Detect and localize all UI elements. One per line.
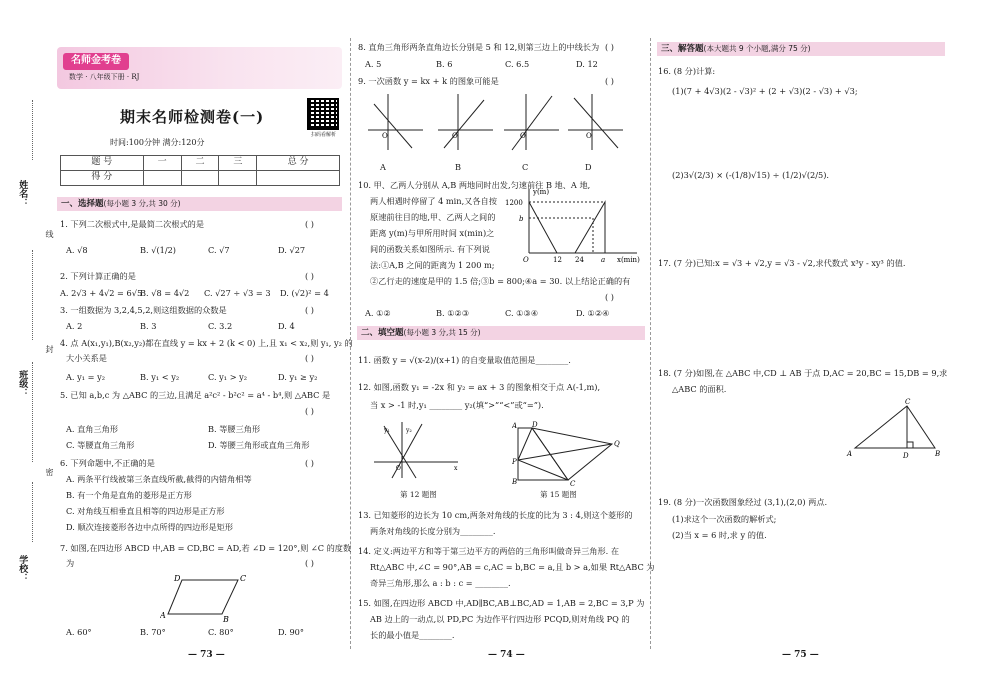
question-5: 5. 已知 a,b,c 为 △ABC 的三边,且满足 a²c² - b²c² = a⁴ - b⁴,则 △ABC 是 [60, 390, 331, 400]
question-15-cont: AB 边上的一动点,以 PD,PC 为边作平行四边形 PCQD,则对角线 PQ 的 [370, 614, 630, 624]
school-label: 学校： [17, 555, 28, 582]
option: A. √8 [66, 245, 88, 255]
question-14: 14. 定义:两边平方和等于第三边平方的两倍的三角形叫做奇异三角形. 在 [358, 546, 620, 556]
binding-strip [8, 100, 53, 620]
secret-mark: 密 [45, 468, 54, 476]
vertex-label: C [240, 574, 247, 583]
q10-distance-graph [505, 185, 645, 265]
score-header: 一 [143, 156, 181, 171]
question-16-part2: (2)3√(2/3) × (-(1/8)√15) ÷ (1/2)√(2/5). [672, 170, 830, 180]
question-10-cont: 法:①A,B 之间的距离为 1 200 m; [370, 260, 495, 270]
option: D. (√2)² = 4 [280, 288, 329, 298]
svg-text:O: O [396, 465, 401, 472]
option: C. 等腰直角三角形 [66, 440, 135, 450]
seal-mark: 封 [45, 345, 54, 353]
vertex-label: A [160, 611, 166, 620]
binding-line [32, 100, 33, 160]
svg-text:A: A [512, 422, 518, 430]
answer-paren[interactable]: ( ) [305, 271, 314, 281]
option: A. y₁ = y₂ [66, 372, 105, 382]
question-19-part1: (1)求这个一次函数的解析式; [672, 514, 777, 524]
svg-text:y(m): y(m) [533, 188, 550, 196]
option: B. √(1/2) [140, 245, 177, 255]
option: C. 6.5 [505, 59, 530, 69]
score-header: 总 分 [257, 156, 340, 171]
score-cell[interactable] [257, 171, 340, 186]
score-cell[interactable] [181, 171, 219, 186]
svg-text:A: A [847, 450, 853, 458]
answer-paren[interactable]: ( ) [305, 406, 314, 416]
option: A. 2 [66, 321, 83, 331]
option: B. ①②③ [436, 308, 470, 318]
svg-text:12: 12 [553, 256, 562, 264]
question-3: 3. 一组数据为 3,2,4,5,2,则这组数据的众数是 [60, 305, 227, 315]
vertex-label: B [223, 615, 229, 622]
svg-text:24: 24 [575, 256, 584, 264]
question-6: 6. 下列命题中,不正确的是 [60, 458, 155, 468]
question-13-cont: 两条对角线的长度分别为________. [370, 526, 496, 536]
binding-line [32, 362, 33, 462]
question-7: 7. 如图,在四边形 ABCD 中,AB = CD,BC = AD,若 ∠D = 120°,则 ∠C 的度数 [60, 543, 352, 553]
svg-text:x: x [454, 465, 458, 472]
question-13: 13. 已知菱形的边长为 10 cm,两条对角线的长度的比为 3 : 4,则这个菱形的 [358, 510, 633, 520]
svg-text:a: a [601, 256, 606, 264]
svg-text:D: D [532, 421, 538, 429]
svg-text:y₂: y₂ [406, 427, 412, 434]
question-12-cont: 当 x > -1 时,y₁ ________ y₂(填“>”“<”或“=”). [370, 400, 544, 410]
question-9: 9. 一次函数 y = kx + k 的图象可能是 [358, 76, 499, 86]
question-8: 8. 直角三角形两条直角边长分别是 5 和 12,则第三边上的中线长为 [358, 42, 600, 52]
section-heading-choice: 一、选择题(每小题 3 分,共 30 分) [57, 197, 342, 211]
option: A. ①② [365, 308, 391, 318]
section-heading-answer: 三、解答题(本大题共 9 个小题,满分 75 分) [657, 42, 945, 56]
question-4: 4. 点 A(x₁,y₁),B(x₂,y₂)都在直线 y = kx + 2 (k < 0) 上,且 x₁ < x₂,则 y₁, y₂ 的 [60, 338, 353, 348]
question-2: 2. 下列计算正确的是 [60, 271, 136, 281]
graph-label: D [585, 162, 592, 172]
svg-text:O: O [586, 132, 592, 140]
svg-text:b: b [519, 215, 524, 223]
answer-paren[interactable]: ( ) [305, 305, 314, 315]
score-label: 得 分 [61, 171, 144, 186]
binding-line [32, 482, 33, 542]
answer-paren[interactable]: ( ) [605, 42, 614, 52]
answer-paren[interactable]: ( ) [305, 353, 314, 363]
subject-label: 数学 · 八年级下册 · RJ [69, 73, 140, 81]
column-divider [650, 38, 651, 649]
triangle-figure [845, 396, 950, 460]
option: D. 12 [576, 59, 598, 69]
name-label: 姓名： [17, 180, 28, 207]
option: A. 2√3 + 4√2 = 6√5 [60, 288, 143, 298]
header-banner [57, 47, 342, 89]
graph-label: B [455, 162, 462, 172]
score-cell[interactable] [219, 171, 257, 186]
question-10-cont: 间的函数关系如图所示. 有下列说 [370, 244, 490, 254]
option: D. ①②④ [576, 308, 610, 318]
figure-caption: 第 15 题图 [540, 490, 577, 499]
question-7-cont: 为 [66, 558, 75, 568]
svg-text:y₁: y₁ [384, 427, 390, 434]
option: C. 3.2 [208, 321, 233, 331]
svg-text:O: O [452, 132, 458, 140]
option: B. 70° [140, 627, 166, 637]
q15-figure [512, 420, 622, 486]
score-header: 二 [181, 156, 219, 171]
option: C. √7 [208, 245, 230, 255]
answer-paren[interactable]: ( ) [305, 219, 314, 229]
option: C. 对角线互相垂直且相等的四边形是正方形 [66, 506, 225, 516]
option: D. 4 [278, 321, 295, 331]
option: A. 两条平行线被第三条直线所截,截得的内错角相等 [66, 474, 252, 484]
binding-line [32, 250, 33, 340]
option: A. 5 [365, 59, 382, 69]
svg-text:O: O [520, 132, 526, 140]
answer-paren[interactable]: ( ) [305, 458, 314, 468]
svg-text:x(min): x(min) [617, 256, 640, 264]
option: B. 等腰三角形 [208, 424, 261, 434]
option: D. 顺次连接菱形各边中点所得的四边形是矩形 [66, 522, 234, 532]
option: A. 60° [66, 627, 92, 637]
svg-text:B: B [512, 478, 518, 486]
score-cell[interactable] [143, 171, 181, 186]
answer-paren[interactable]: ( ) [305, 558, 314, 568]
class-label: 班级： [17, 370, 28, 397]
question-10-cont: ②乙行走的速度是甲的 1.5 倍;③b = 800;④a = 30. 以上结论正确的有 [370, 276, 631, 286]
question-16-part1: (1)(7 + 4√3)(2 - √3)² + (2 + √3)(2 - √3) + √3; [672, 86, 858, 96]
page-number: — 75 — [782, 650, 819, 660]
svg-text:P: P [512, 458, 517, 466]
vertex-label: D [174, 574, 181, 583]
question-19: 19. (8 分)一次函数图象经过 (3,1),(2,0) 两点. [658, 497, 828, 507]
option: D. 90° [278, 627, 304, 637]
question-15: 15. 如图,在四边形 ABCD 中,AD∥BC,AB⊥BC,AD = 1,AB = 2,BC = 3,P 为 [358, 598, 645, 608]
qr-code [307, 98, 339, 130]
option: B. √8 = 4√2 [140, 288, 190, 298]
score-table [60, 155, 340, 186]
answer-paren[interactable]: ( ) [605, 292, 614, 302]
page-number: — 74 — [488, 650, 525, 660]
time-score-info: 时间:100分钟 满分:120分 [110, 138, 205, 147]
seal-line-mark: 线 [45, 230, 54, 238]
svg-text:Q: Q [614, 440, 620, 448]
score-header: 题 号 [61, 156, 144, 171]
question-19-part2: (2)当 x = 6 时,求 y 的值. [672, 530, 767, 540]
option: C. y₁ > y₂ [208, 372, 248, 382]
section-heading-fill: 二、填空题(每小题 3 分,共 15 分) [357, 326, 645, 340]
option: B. 有一个角是直角的菱形是正方形 [66, 490, 192, 500]
brand-tag: 名师金考卷 [63, 53, 129, 70]
svg-text:D: D [903, 452, 909, 460]
svg-text:O: O [523, 256, 529, 264]
option: B. y₁ < y₂ [140, 372, 180, 382]
figure-caption: 第 12 题图 [400, 490, 437, 499]
question-14-cont: 奇异三角形,那么 a : b : c = ________. [370, 578, 511, 588]
option: D. 等腰三角形或直角三角形 [208, 440, 310, 450]
page-number: — 73 — [188, 650, 225, 660]
option: D. y₁ ≥ y₂ [278, 372, 318, 382]
svg-text:O: O [382, 132, 388, 140]
question-12: 12. 如图,函数 y₁ = -2x 和 y₂ = ax + 3 的图象相交于点 A(-1,m), [358, 382, 601, 392]
option: A. 直角三角形 [66, 424, 119, 434]
question-4-cont: 大小关系是 [66, 353, 107, 363]
question-10: 10. 甲、乙两人分别从 A,B 两地同时出发,匀速前往 B 地、A 地, [358, 180, 591, 190]
parallelogram-figure [160, 572, 250, 622]
question-15-cont: 长的最小值是________. [370, 630, 455, 640]
svg-text:1200: 1200 [505, 199, 523, 207]
graph-label: A [380, 162, 386, 172]
question-10-cont: 距离 y(m)与甲所用时间 x(min)之 [370, 228, 495, 238]
graph-label: C [522, 162, 529, 172]
svg-text:B: B [935, 450, 941, 458]
qr-caption: 扫码看解析 [311, 132, 337, 138]
q12-figure [372, 420, 462, 480]
option: C. ①③④ [505, 308, 539, 318]
option: C. √27 ÷ √3 = 3 [204, 288, 271, 298]
question-10-cont: 两人相遇时停留了 4 min,又各自按 [370, 196, 497, 206]
question-18-cont: △ABC 的面积. [672, 384, 727, 394]
option: B. 3 [140, 321, 157, 331]
question-10-cont: 原速前往目的地,甲、乙两人之间的 [370, 212, 496, 222]
option: B. 6 [436, 59, 453, 69]
question-18: 18. (7 分)如图,在 △ABC 中,CD ⊥ AB 于点 D,AC = 20,BC = 15,DB = 9,求 [658, 368, 948, 378]
question-14-cont: Rt△ABC 中,∠C = 90°,AB = c,AC = b,BC = a,且 b > a,如果 Rt△ABC 为 [370, 562, 655, 572]
question-16: 16. (8 分)计算: [658, 66, 716, 76]
question-1: 1. 下列二次根式中,是最简二次根式的是 [60, 219, 205, 229]
option: D. √27 [278, 245, 306, 255]
page-title: 期末名师检测卷(一) [120, 108, 265, 126]
option: C. 80° [208, 627, 234, 637]
q9-graphs [362, 90, 642, 162]
question-11: 11. 函数 y = √(x-2)/(x+1) 的自变量取值范围是________. [358, 355, 571, 365]
svg-text:C: C [905, 398, 911, 406]
question-17: 17. (7 分)已知:x = √3 + √2,y = √3 - √2,求代数式 x³y - xy³ 的值. [658, 258, 906, 268]
answer-paren[interactable]: ( ) [605, 76, 614, 86]
svg-text:C: C [570, 480, 576, 486]
score-header: 三 [219, 156, 257, 171]
